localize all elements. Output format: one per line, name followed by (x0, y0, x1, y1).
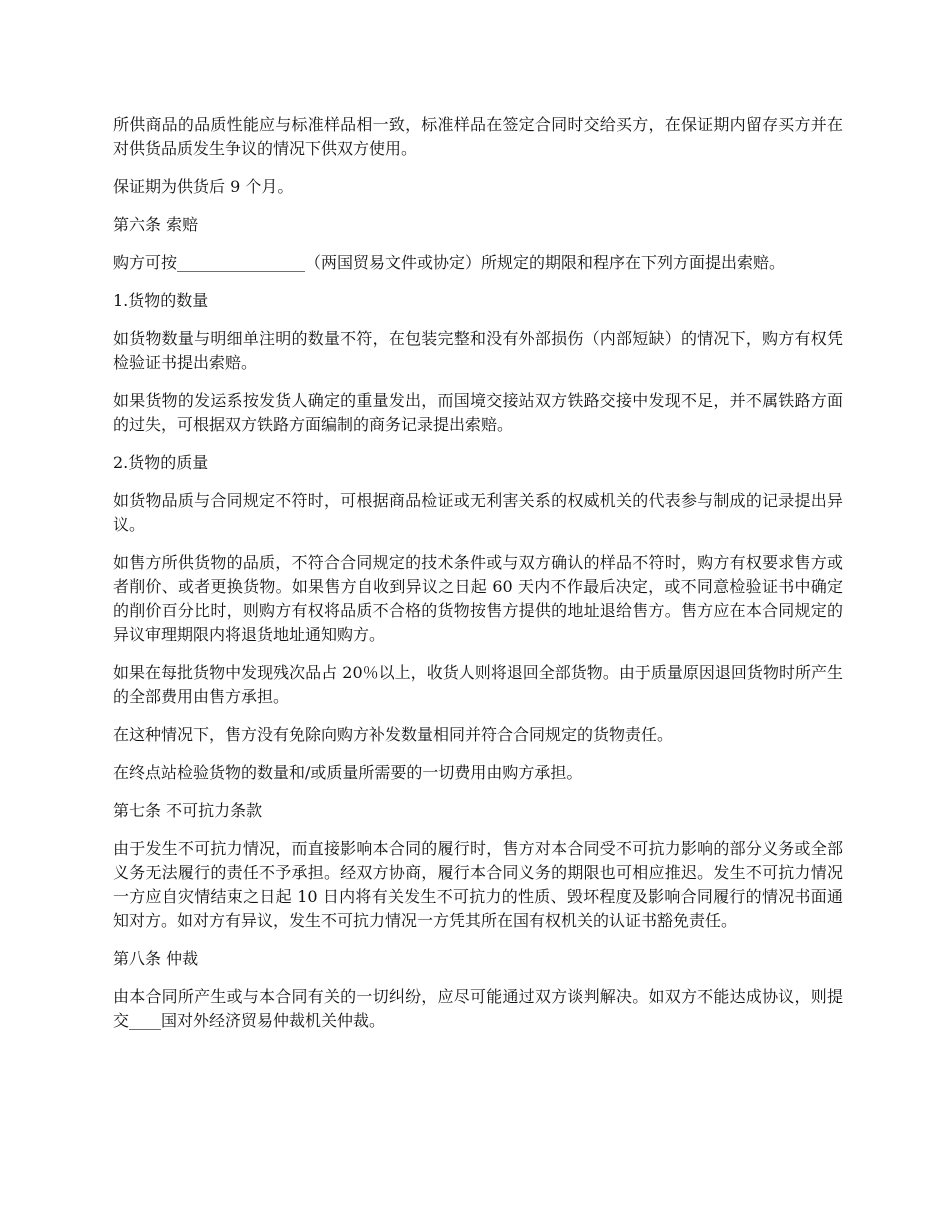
paragraph-weight-shortage: 如果货物的发运系按发货人确定的重量发出，而国境交接站双方铁路交接中发现不足，并不属铁路方面的过失，可根据双方铁路方面编制的商务记录提出索赔。 (113, 391, 843, 434)
paragraph-inspection-costs: 在终点站检验货物的数量和/或质量所需要的一切费用由购方承担。 (113, 763, 583, 782)
article-8-heading: 第八条 仲裁 (113, 949, 199, 968)
article-7-heading: 第七条 不可抗力条款 (113, 801, 263, 820)
paragraph-warranty-period: 保证期为供货后 9 个月。 (113, 177, 294, 196)
paragraph-claim-basis: 购方可按________________（两国贸易文件或协定）所规定的期限和程序在下列方面提出索赔。 (113, 253, 786, 272)
article-6-heading: 第六条 索赔 (113, 215, 199, 234)
paragraph-quality-objection: 如货物品质与合同规定不符时，可根据商品检证或无利害关系的权威机关的代表参与制成的记录提出异议。 (113, 491, 843, 534)
section-quantity-heading: 1.货物的数量 (113, 291, 209, 310)
section-quality-heading: 2.货物的质量 (113, 453, 209, 472)
paragraph-force-majeure: 由于发生不可抗力情况，而直接影响本合同的履行时，售方对本合同受不可抗力影响的部分义务或全部义务无法履行的责任不予承担。经双方协商，履行本合同义务的期限也可相应推迟。发生不可抗力情况一方应自灾情结束之日起 10 日内将有关发生不可抗力的性质、毁坏程度及影响合同履行的情况书面通知对方。如对方有异议，发生不可抗力情况一方凭其所在国有权机关的认证书豁免责任。 (113, 839, 843, 930)
paragraph-nonconforming-goods: 如售方所供货物的品质，不符合合同规定的技术条件或与双方确认的样品不符时，购方有权要求售方或者削价、或者更换货物。如果售方自收到异议之日起 60 天内不作最后决定，或不同意检验证书中确定的削价百分比时，则购方有权将品质不合格的货物按售方提供的地址退给售方。售方应在本合同规定的异议审理期限内将退货地址通知购方。 (113, 553, 843, 644)
paragraph-quantity-mismatch: 如货物数量与明细单注明的数量不符，在包装完整和没有外部损伤（内部短缺）的情况下，购方有权凭检验证书提出索赔。 (113, 329, 843, 372)
paragraph-replacement-obligation: 在这种情况下，售方没有免除向购方补发数量相同并符合合同规定的货物责任。 (113, 725, 674, 744)
paragraph-defect-rate: 如果在每批货物中发现残次品占 20％以上，收货人则将退回全部货物。由于质量原因退回货物时所产生的全部费用由售方承担。 (113, 663, 843, 706)
paragraph-arbitration: 由本合同所产生或与本合同有关的一切纠纷，应尽可能通过双方谈判解决。如双方不能达成协议，则提交____国对外经济贸易仲裁机关仲裁。 (113, 987, 843, 1030)
document-body (113, 113, 843, 1047)
paragraph-quality-sample: 所供商品的品质性能应与标准样品相一致，标准样品在签定合同时交给买方，在保证期内留存买方并在对供货品质发生争议的情况下供双方使用。 (113, 115, 843, 158)
